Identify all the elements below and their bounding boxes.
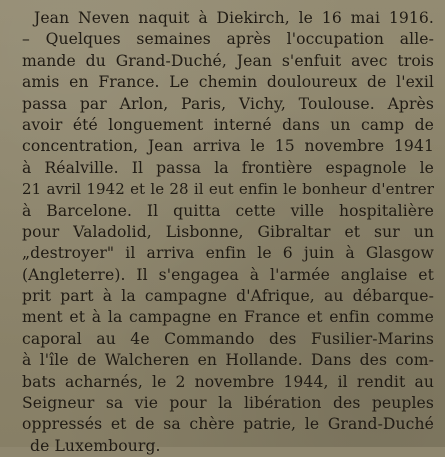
- text-line: de Luxembourg.: [30, 436, 161, 455]
- text-line: (Angleterre). Il s'engagea à l'armée anglaise et: [22, 265, 434, 284]
- text-line: – Quelques semaines après l'occupation alle-: [22, 30, 434, 49]
- text-line: à l'île de Walcheren en Hollande. Dans des com-: [22, 351, 434, 370]
- text-line: amis en France. Le chemin douloureux de l'exil: [22, 73, 434, 92]
- text-line: ment et à la campagne en France et enfin comme: [22, 308, 434, 327]
- text-line: 21 avril 1942 et le 28 il eut enfin le bonheur d'entrer: [22, 180, 434, 199]
- text-line: pour Valadolid, Lisbonne, Gibraltar et sur un: [22, 222, 434, 241]
- text-line: mande du Grand-Duché, Jean s'enfuit avec trois: [22, 51, 434, 70]
- text-line: prit part à la campagne d'Afrique, au débarque-: [22, 287, 434, 306]
- text-line: à Réalville. Il passa la frontière espagnole le: [22, 158, 434, 177]
- text-line: Jean Neven naquit à Diekirch, le 16 mai 1916.: [34, 9, 434, 27]
- text-line: à Barcelone. Il quitta cette ville hospitalière: [22, 201, 434, 220]
- text-line: Seigneur sa vie pour la libération des peuples: [22, 394, 434, 413]
- text-line: caporal au 4e Commando des Fusilier-Marins: [22, 329, 434, 348]
- text-line: bats acharnés, le 2 novembre 1944, il rendit au: [22, 372, 434, 391]
- text-line: „destroyer" il arriva enfin le 6 juin à Glasgow: [22, 244, 434, 263]
- text-line: avoir été longuement interné dans un camp de: [22, 115, 434, 134]
- text-line: concentration, Jean arriva le 15 novembre 1941: [22, 137, 434, 156]
- biography-paragraph: [22, 8, 434, 457]
- text-line: oppressés et de sa chère patrie, le Grand-Duché: [22, 415, 434, 434]
- text-line: passa par Arlon, Paris, Vichy, Toulouse. Après: [22, 94, 434, 113]
